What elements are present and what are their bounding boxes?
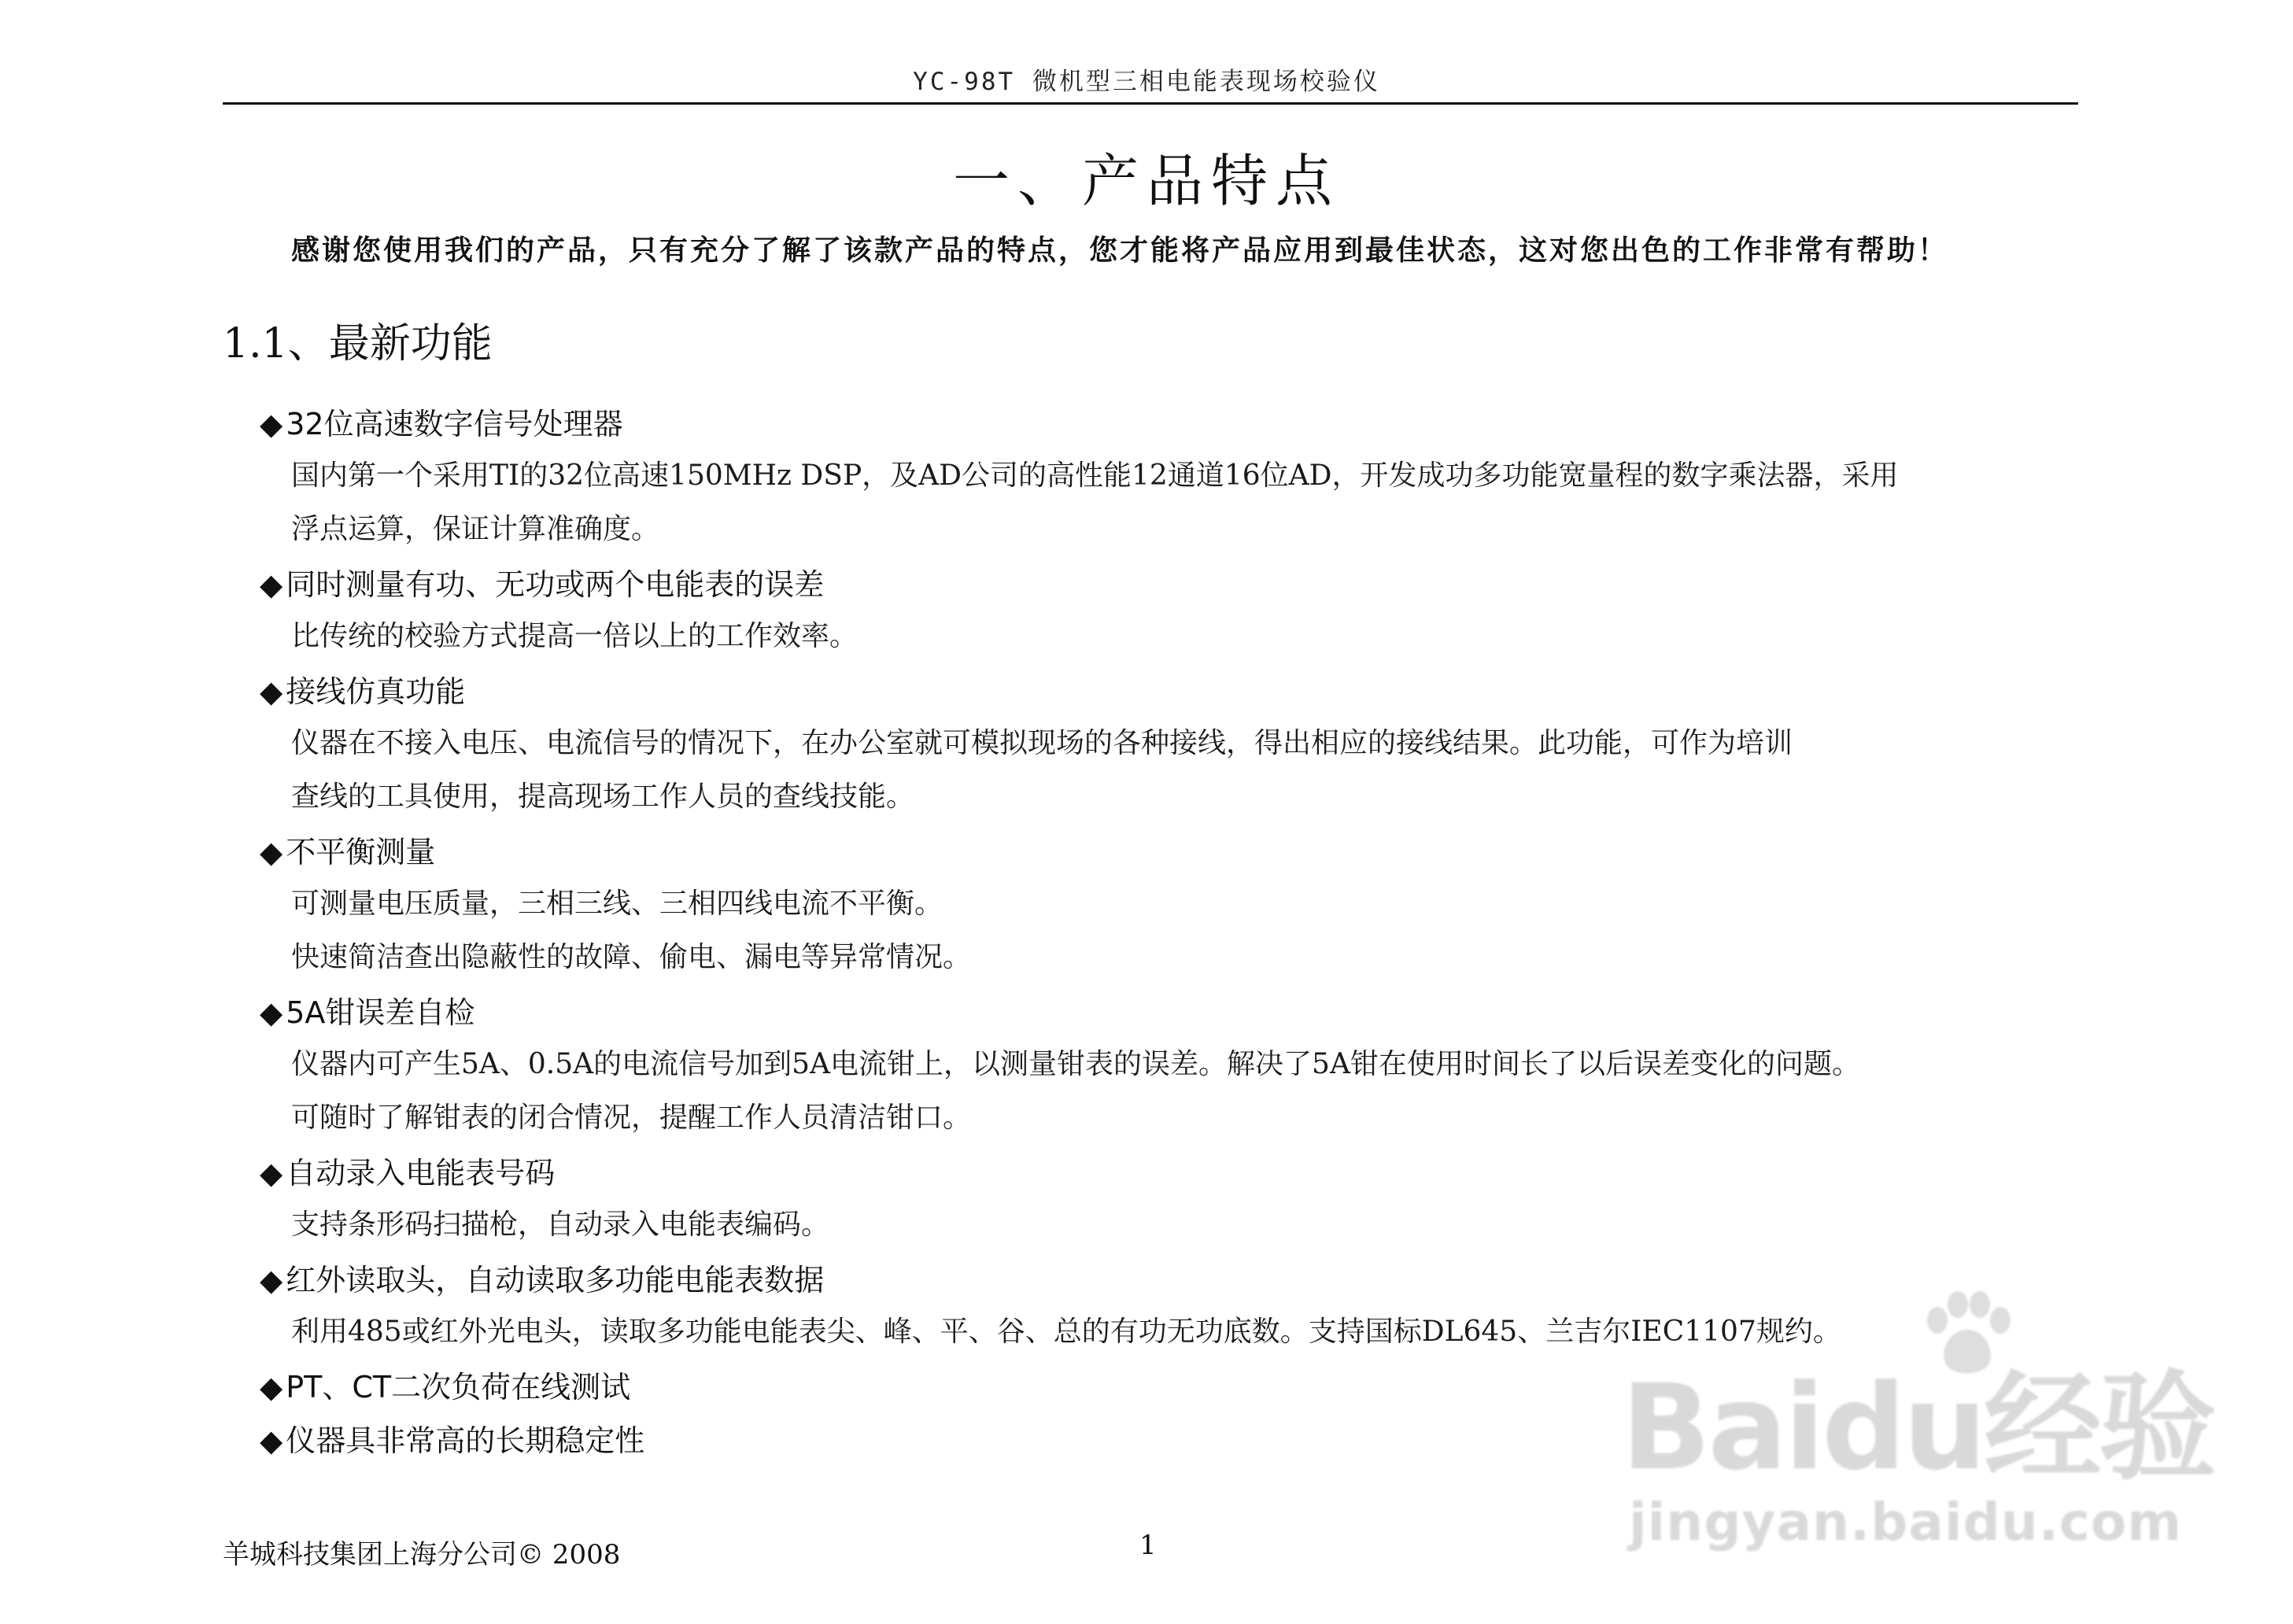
watermark-url: jingyan.baidu.com xyxy=(1629,1492,2183,1552)
feature-heading xyxy=(260,1416,644,1460)
feature-heading xyxy=(260,828,435,871)
chapter-title: 一、产品特点 xyxy=(952,148,1340,214)
bullet-diamond-icon: ◆ xyxy=(260,407,283,441)
feature-heading xyxy=(260,1363,630,1406)
feature-text: 快速简洁查出隐蔽性的故障、偷电、漏电等异常情况。 xyxy=(291,941,972,973)
feature-heading xyxy=(260,1256,824,1299)
bullet-diamond-icon: ◆ xyxy=(260,1423,283,1458)
feature-heading-text: 5A钳误差自检 xyxy=(286,995,475,1030)
feature-text: 支持条形码扫描枪，自动录入电能表编码。 xyxy=(291,1209,830,1241)
feature-text: 查线的工具使用，提高现场工作人员的查线技能。 xyxy=(291,781,915,813)
footer-company: 羊城科技集团上海分公司© 2008 xyxy=(223,1539,621,1570)
bullet-diamond-icon: ◆ xyxy=(260,567,283,602)
feature-heading xyxy=(260,667,465,710)
feature-heading-text: 仪器具非常高的长期稳定性 xyxy=(286,1423,645,1458)
feature-heading-text: 同时测量有功、无功或两个电能表的误差 xyxy=(286,567,825,602)
feature-text: 国内第一个采用TI的32位高速150MHz DSP，及AD公司的高性能12通道16位AD，开发成功多功能宽量程的数字乘法器，采用 xyxy=(291,460,1899,492)
feature-text: 比传统的校验方式提高一倍以上的工作效率。 xyxy=(291,620,858,652)
watermark-brand: Baidu经验 xyxy=(1621,1360,2214,1497)
bullet-diamond-icon: ◆ xyxy=(260,1370,283,1404)
section-title: 1.1、最新功能 xyxy=(223,320,493,367)
bullet-diamond-icon: ◆ xyxy=(260,835,283,869)
feature-text: 仪器在不接入电压、电流信号的情况下，在办公室就可模拟现场的各种接线，得出相应的接线结果。此功能，可作为培训 xyxy=(291,727,1793,759)
feature-heading-text: 红外读取头，自动读取多功能电能表数据 xyxy=(286,1263,825,1297)
bullet-diamond-icon: ◆ xyxy=(260,995,283,1030)
baidu-watermark xyxy=(1621,1290,2251,1558)
feature-heading-text: 不平衡测量 xyxy=(286,835,436,869)
header-rule xyxy=(223,102,2078,105)
feature-heading-text: 接线仿真功能 xyxy=(286,674,466,709)
feature-text: 可测量电压质量，三相三线、三相四线电流不平衡。 xyxy=(291,888,943,920)
intro-text: 感谢您使用我们的产品，只有充分了解了该款产品的特点，您才能将产品应用到最佳状态，这对您出色的工作非常有帮助！ xyxy=(291,234,1949,267)
feature-heading xyxy=(260,560,824,603)
feature-heading-text: 自动录入电能表号码 xyxy=(286,1156,556,1190)
bullet-diamond-icon: ◆ xyxy=(260,1156,283,1190)
feature-text: 利用485或红外光电头，读取多功能电能表尖、峰、平、谷、总的有功无功底数。支持国标DL645、兰吉尔IEC1107规约。 xyxy=(291,1316,1841,1348)
feature-heading xyxy=(260,988,474,1032)
feature-heading-text: 32位高速数字信号处理器 xyxy=(286,407,623,441)
feature-text: 可随时了解钳表的闭合情况，提醒工作人员清洁钳口。 xyxy=(291,1102,972,1134)
bullet-diamond-icon: ◆ xyxy=(260,1263,283,1297)
running-header: YC-98T 微机型三相电能表现场校验仪 xyxy=(913,68,1380,96)
bullet-diamond-icon: ◆ xyxy=(260,674,283,709)
page-number: 1 xyxy=(1139,1530,1157,1561)
feature-text: 仪器内可产生5A、0.5A的电流信号加到5A电流钳上，以测量钳表的误差。解决了5A钳在使用时间长了以后误差变化的问题。 xyxy=(291,1048,1860,1080)
feature-heading xyxy=(260,400,623,443)
feature-text: 浮点运算，保证计算准确度。 xyxy=(291,513,660,545)
feature-heading xyxy=(260,1149,555,1192)
feature-heading-text: PT、CT二次负荷在线测试 xyxy=(286,1370,631,1404)
